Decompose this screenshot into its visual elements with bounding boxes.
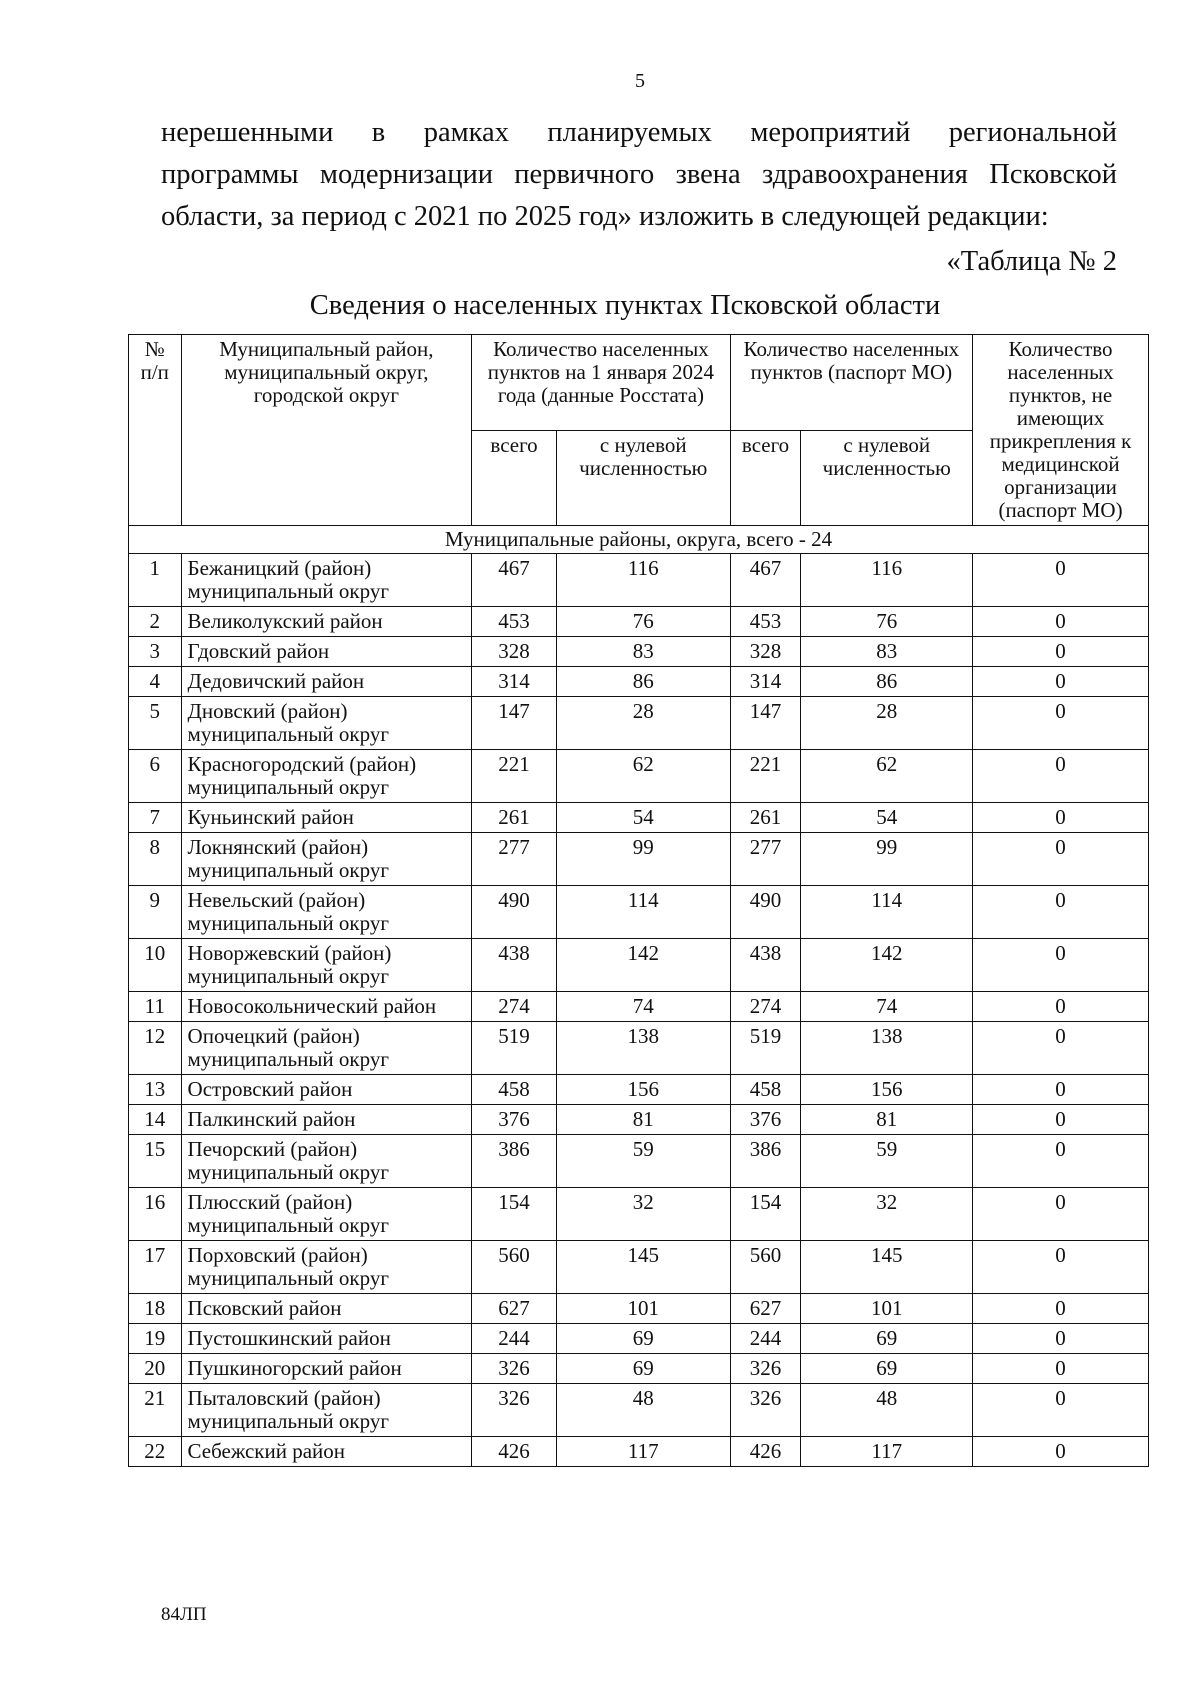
rosstat-zero: 145 (556, 1241, 730, 1294)
table-row (129, 667, 1149, 697)
rosstat-total: 426 (472, 1437, 557, 1467)
no-attachment-count: 0 (973, 750, 1149, 803)
rosstat-zero: 32 (556, 1188, 730, 1241)
header-rosstat: Количество населенных пунктов на 1 января 2024 года (данные Росстата) (472, 335, 730, 431)
row-number: 1 (129, 554, 182, 607)
row-number: 10 (129, 939, 182, 992)
rosstat-zero: 48 (556, 1384, 730, 1437)
passport-total: 438 (730, 939, 801, 992)
rosstat-total: 147 (472, 697, 557, 750)
rosstat-total: 326 (472, 1384, 557, 1437)
passport-zero: 114 (801, 886, 973, 939)
rosstat-zero: 142 (556, 939, 730, 992)
rosstat-zero: 156 (556, 1075, 730, 1105)
rosstat-zero: 83 (556, 637, 730, 667)
table-row (129, 1075, 1149, 1105)
rosstat-zero: 138 (556, 1022, 730, 1075)
passport-total: 261 (730, 803, 801, 833)
row-number: 11 (129, 992, 182, 1022)
rosstat-total: 386 (472, 1135, 557, 1188)
rosstat-zero: 74 (556, 992, 730, 1022)
passport-total: 467 (730, 554, 801, 607)
district-name: Палкинский район (181, 1105, 472, 1135)
no-attachment-count: 0 (973, 1135, 1149, 1188)
intro-line-2: программы модернизации первичного звена здравоохранения Псковской (161, 159, 1117, 190)
passport-total: 221 (730, 750, 801, 803)
rosstat-zero: 117 (556, 1437, 730, 1467)
table-row (129, 1294, 1149, 1324)
no-attachment-count: 0 (973, 939, 1149, 992)
header-rosstat-total: всего (472, 430, 557, 526)
district-name: Невельский (район) муниципальный округ (181, 886, 472, 939)
header-no-attachment: Количество населенных пунктов, не имеющих прикрепления к медицинской организации (паспорт МО) (973, 335, 1149, 526)
passport-zero: 81 (801, 1105, 973, 1135)
district-name: Новосокольнический район (181, 992, 472, 1022)
no-attachment-count: 0 (973, 1324, 1149, 1354)
district-name: Плюсский (район) муниципальный округ (181, 1188, 472, 1241)
table-body (129, 526, 1149, 1467)
rosstat-zero: 59 (556, 1135, 730, 1188)
rosstat-zero: 114 (556, 886, 730, 939)
table-row (129, 607, 1149, 637)
no-attachment-count: 0 (973, 1354, 1149, 1384)
table-row (129, 1324, 1149, 1354)
district-name: Локнянский (район) муниципальный округ (181, 833, 472, 886)
row-number: 20 (129, 1354, 182, 1384)
no-attachment-count: 0 (973, 1075, 1149, 1105)
no-attachment-count: 0 (973, 667, 1149, 697)
passport-total: 627 (730, 1294, 801, 1324)
table-row (129, 697, 1149, 750)
rosstat-total: 519 (472, 1022, 557, 1075)
no-attachment-count: 0 (973, 833, 1149, 886)
rosstat-total: 376 (472, 1105, 557, 1135)
rosstat-total: 560 (472, 1241, 557, 1294)
passport-zero: 69 (801, 1324, 973, 1354)
intro-line-1: нерешенными в рамках планируемых мероприятий региональной (161, 117, 1117, 148)
district-name: Гдовский район (181, 637, 472, 667)
rosstat-zero: 81 (556, 1105, 730, 1135)
rosstat-zero: 86 (556, 667, 730, 697)
passport-total: 244 (730, 1324, 801, 1354)
no-attachment-count: 0 (973, 886, 1149, 939)
intro-paragraph (161, 112, 1117, 238)
passport-total: 314 (730, 667, 801, 697)
page-number: 5 (635, 70, 645, 92)
passport-zero: 83 (801, 637, 973, 667)
no-attachment-count: 0 (973, 607, 1149, 637)
section-title: Муниципальные районы, округа, всего - 24 (129, 526, 1149, 554)
rosstat-total: 244 (472, 1324, 557, 1354)
rosstat-zero: 69 (556, 1354, 730, 1384)
district-name: Псковский район (181, 1294, 472, 1324)
rosstat-total: 458 (472, 1075, 557, 1105)
passport-zero: 76 (801, 607, 973, 637)
row-number: 15 (129, 1135, 182, 1188)
passport-zero: 138 (801, 1022, 973, 1075)
district-name: Себежский район (181, 1437, 472, 1467)
passport-zero: 69 (801, 1354, 973, 1384)
passport-total: 147 (730, 697, 801, 750)
passport-zero: 28 (801, 697, 973, 750)
rosstat-total: 221 (472, 750, 557, 803)
row-number: 16 (129, 1188, 182, 1241)
passport-zero: 117 (801, 1437, 973, 1467)
district-name: Опочецкий (район) муниципальный округ (181, 1022, 472, 1075)
row-number: 2 (129, 607, 182, 637)
no-attachment-count: 0 (973, 1294, 1149, 1324)
rosstat-zero: 101 (556, 1294, 730, 1324)
header-district: Муниципальный район, муниципальный округ, городской округ (181, 335, 472, 526)
table-row (129, 1188, 1149, 1241)
passport-zero: 48 (801, 1384, 973, 1437)
passport-total: 560 (730, 1241, 801, 1294)
rosstat-total: 326 (472, 1354, 557, 1384)
table-row (129, 637, 1149, 667)
rosstat-total: 453 (472, 607, 557, 637)
row-number: 17 (129, 1241, 182, 1294)
row-number: 5 (129, 697, 182, 750)
rosstat-zero: 62 (556, 750, 730, 803)
row-number: 19 (129, 1324, 182, 1354)
passport-zero: 116 (801, 554, 973, 607)
header-passport-total: всего (730, 430, 801, 526)
district-name: Куньинский район (181, 803, 472, 833)
document-code: 84ЛП (161, 1604, 207, 1625)
rosstat-total: 261 (472, 803, 557, 833)
intro-line-3: области, за период с 2021 по 2025 год» изложить в следующей редакции: (161, 201, 1049, 232)
row-number: 3 (129, 637, 182, 667)
district-name: Дедовичский район (181, 667, 472, 697)
rosstat-zero: 76 (556, 607, 730, 637)
row-number: 9 (129, 886, 182, 939)
row-number: 13 (129, 1075, 182, 1105)
no-attachment-count: 0 (973, 1384, 1149, 1437)
rosstat-total: 314 (472, 667, 557, 697)
rosstat-zero: 28 (556, 697, 730, 750)
rosstat-zero: 99 (556, 833, 730, 886)
table-row (129, 554, 1149, 607)
header-passport: Количество населенных пунктов (паспорт МО) (730, 335, 972, 431)
row-number: 18 (129, 1294, 182, 1324)
passport-zero: 74 (801, 992, 973, 1022)
passport-total: 490 (730, 886, 801, 939)
passport-zero: 32 (801, 1188, 973, 1241)
passport-total: 326 (730, 1354, 801, 1384)
district-name: Дновский (район) муниципальный округ (181, 697, 472, 750)
row-number: 7 (129, 803, 182, 833)
table-row (129, 1384, 1149, 1437)
table-title: Сведения о населенных пунктах Псковской области (309, 290, 941, 321)
no-attachment-count: 0 (973, 1241, 1149, 1294)
passport-zero: 86 (801, 667, 973, 697)
district-name: Печорский (район) муниципальный округ (181, 1135, 472, 1188)
row-number: 21 (129, 1384, 182, 1437)
passport-total: 426 (730, 1437, 801, 1467)
passport-total: 519 (730, 1022, 801, 1075)
header-passport-zero: с нулевой численностью (801, 430, 973, 526)
passport-zero: 99 (801, 833, 973, 886)
table-row (129, 833, 1149, 886)
table-row (129, 1022, 1149, 1075)
passport-zero: 54 (801, 803, 973, 833)
no-attachment-count: 0 (973, 1188, 1149, 1241)
no-attachment-count: 0 (973, 697, 1149, 750)
passport-total: 274 (730, 992, 801, 1022)
no-attachment-count: 0 (973, 1105, 1149, 1135)
no-attachment-count: 0 (973, 554, 1149, 607)
passport-zero: 142 (801, 939, 973, 992)
district-name: Новоржевский (район) муниципальный округ (181, 939, 472, 992)
rosstat-zero: 54 (556, 803, 730, 833)
row-number: 22 (129, 1437, 182, 1467)
table-row (129, 992, 1149, 1022)
table-row (129, 1241, 1149, 1294)
table-row (129, 1105, 1149, 1135)
district-name: Великолукский район (181, 607, 472, 637)
district-name: Пыталовский (район) муниципальный округ (181, 1384, 472, 1437)
rosstat-total: 277 (472, 833, 557, 886)
district-name: Островский район (181, 1075, 472, 1105)
passport-total: 376 (730, 1105, 801, 1135)
passport-total: 326 (730, 1384, 801, 1437)
rosstat-total: 467 (472, 554, 557, 607)
header-num: № п/п (129, 335, 182, 526)
district-name: Пустошкинский район (181, 1324, 472, 1354)
passport-total: 453 (730, 607, 801, 637)
rosstat-zero: 69 (556, 1324, 730, 1354)
rosstat-zero: 116 (556, 554, 730, 607)
passport-zero: 101 (801, 1294, 973, 1324)
row-number: 8 (129, 833, 182, 886)
no-attachment-count: 0 (973, 992, 1149, 1022)
passport-total: 386 (730, 1135, 801, 1188)
no-attachment-count: 0 (973, 1437, 1149, 1467)
table-row (129, 1437, 1149, 1467)
row-number: 12 (129, 1022, 182, 1075)
section-row (129, 526, 1149, 554)
table-row (129, 1135, 1149, 1188)
row-number: 6 (129, 750, 182, 803)
row-number: 4 (129, 667, 182, 697)
table-label: «Таблица № 2 (946, 246, 1117, 277)
settlements-table (128, 334, 1149, 1467)
district-name: Пушкиногорский район (181, 1354, 472, 1384)
district-name: Бежаницкий (район) муниципальный округ (181, 554, 472, 607)
no-attachment-count: 0 (973, 637, 1149, 667)
rosstat-total: 328 (472, 637, 557, 667)
no-attachment-count: 0 (973, 1022, 1149, 1075)
district-name: Порховский (район) муниципальный округ (181, 1241, 472, 1294)
rosstat-total: 154 (472, 1188, 557, 1241)
rosstat-total: 274 (472, 992, 557, 1022)
passport-zero: 62 (801, 750, 973, 803)
district-name: Красногородский (район) муниципальный округ (181, 750, 472, 803)
rosstat-total: 490 (472, 886, 557, 939)
no-attachment-count: 0 (973, 803, 1149, 833)
table-row (129, 803, 1149, 833)
row-number: 14 (129, 1105, 182, 1135)
passport-total: 277 (730, 833, 801, 886)
table-row (129, 1354, 1149, 1384)
passport-zero: 59 (801, 1135, 973, 1188)
table-row (129, 750, 1149, 803)
passport-zero: 156 (801, 1075, 973, 1105)
passport-total: 154 (730, 1188, 801, 1241)
rosstat-total: 438 (472, 939, 557, 992)
passport-total: 458 (730, 1075, 801, 1105)
rosstat-total: 627 (472, 1294, 557, 1324)
passport-zero: 145 (801, 1241, 973, 1294)
table-row (129, 939, 1149, 992)
header-rosstat-zero: с нулевой численностью (556, 430, 730, 526)
passport-total: 328 (730, 637, 801, 667)
table-row (129, 886, 1149, 939)
